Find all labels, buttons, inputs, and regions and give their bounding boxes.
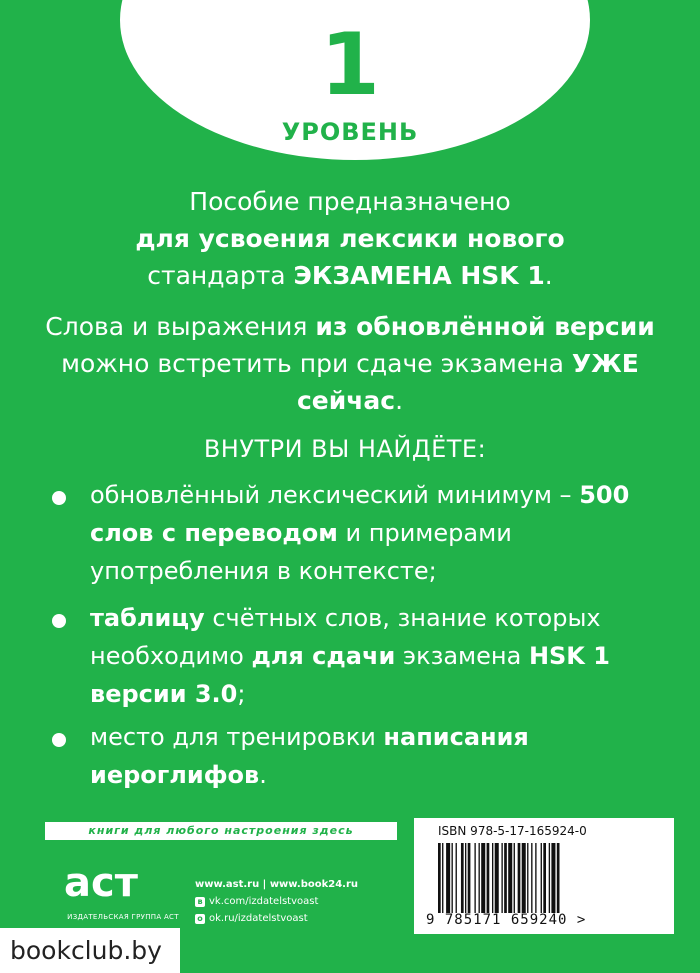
item3-text-a: место для тренировки [90,723,384,751]
item1-bold: 500 слов с переводом [90,481,630,547]
inside-title: ВНУТРИ ВЫ НАЙДЁТЕ: [203,435,487,463]
intro-line-2: для усвоения лексики нового [135,224,565,253]
words-bold-now: УЖЕ сейчас [296,349,639,415]
intro-paragraph [40,183,660,294]
item2-bold-hsk: HSK 1 версии 3.0 [90,642,610,708]
words-paragraph [40,308,660,419]
isbn-label: ISBN 978-5-17-165924-0 [438,824,587,838]
ok-link[interactable]: ok.ru/izdatelstvoast [209,913,308,924]
item2-bold-pass: для сдачи [251,642,396,670]
intro-exam-name: ЭКЗАМЕНА HSK 1 [293,261,545,290]
list-item [90,599,680,713]
level-word: УРОВЕНЬ [281,118,419,146]
ok-icon: о [195,914,205,924]
watermark: bookclub.by [0,928,180,973]
list-item [90,476,680,590]
words-text-e: . [395,386,404,415]
bullet-icon [52,733,66,747]
bullet-icon [52,614,66,628]
publisher-caption: ИЗДАТЕЛЬСКАЯ ГРУППА АСТ [67,913,179,921]
publisher-links [195,876,358,927]
vk-icon: в [195,897,205,907]
list-item [90,718,680,794]
words-text-a: Слова и выражения [45,312,316,341]
barcode-digits: 9 785171 659240 > [426,912,587,928]
intro-line-1: Пособие предназначено [189,187,511,216]
item2-text-d: экзамена [395,642,529,670]
item1-text-a: обновлённый лексический минимум – [90,481,580,509]
barcode-icon [436,843,662,913]
item2-bold-table: таблицу [90,604,205,632]
words-text-c: можно встретить при сдаче экзамена [61,349,572,378]
slogan-bar: книги для любого настроения здесь [45,822,397,840]
ast-logo-text: аст [64,860,138,906]
bullet-icon [52,491,66,505]
level-number: 1 [320,15,380,115]
vk-link[interactable]: vk.com/izdatelstvoast [209,896,319,907]
words-bold-updated: из обновлённой версии [315,312,655,341]
item3-bold: написания иероглифов [90,723,529,789]
item2-text-f: ; [237,680,246,708]
item3-text-c: . [259,761,267,789]
website-links[interactable]: www.ast.ru | www.book24.ru [195,879,359,890]
item2-text-b: счётных слов, знание которых необходимо [90,604,601,670]
intro-line-3-end: . [544,261,553,290]
intro-line-3a: стандарта [147,261,294,290]
ast-logo-icon [62,848,172,908]
item1-text-c: и примерами употребления в контексте; [90,519,512,585]
